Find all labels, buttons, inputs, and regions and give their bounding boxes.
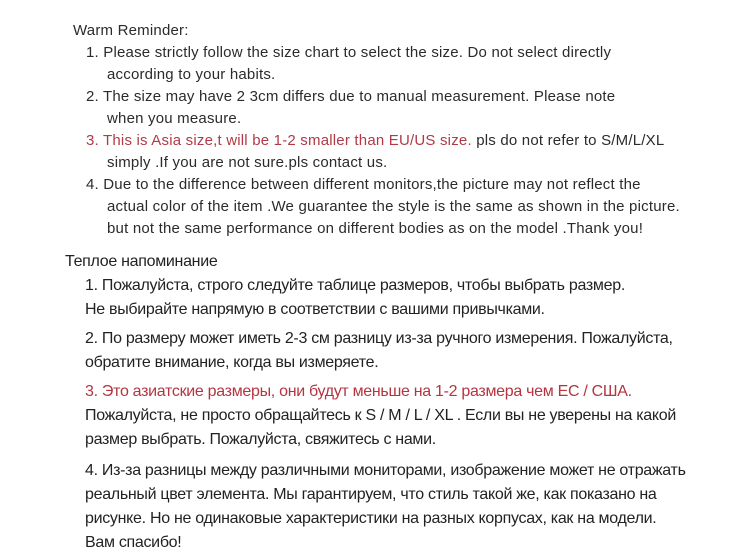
russian-item-4-line-3: рисунке. Но не одинаковые характеристики на разных корпусах, как на модели. xyxy=(85,510,657,527)
english-item-2-line-2: when you measure. xyxy=(107,110,242,127)
english-item-3-line-1-black-text: pls do not refer to S/M/L/XL xyxy=(471,132,665,149)
russian-item-3-line-2: Пожалуйста, не просто обращайтесь к S / M / L / XL . Если вы не уверены на какой xyxy=(85,407,677,424)
russian-item-2-line-1: 2. По размеру может иметь 2-3 см разницу из-за ручного измерения. Пожалуйста, xyxy=(85,330,673,347)
english-asia-size-warning-red-text: 3. This is Asia size,t will be 1-2 smaller than EU/US size. xyxy=(86,132,472,149)
english-item-4 xyxy=(0,174,750,240)
english-item-2-line-1: 2. The size may have 2 3cm differs due to manual measurement. Please note xyxy=(86,88,616,105)
russian-item-1 xyxy=(85,274,750,322)
english-item-4-line-1: 4. Due to the difference between different monitors,the picture may not reflect the xyxy=(86,176,641,193)
russian-item-3-line-3: размер выбрать. Пожалуйста, свяжитесь с нами. xyxy=(85,431,436,448)
english-item-4-line-2: actual color of the item .We guarantee the style is the same as shown in the picture. xyxy=(107,198,680,215)
russian-item-4-line-4: Вам спасибо! xyxy=(85,534,182,551)
english-item-1-line-2: according to your habits. xyxy=(107,66,276,83)
russian-item-4 xyxy=(85,459,750,555)
english-item-2 xyxy=(0,86,750,130)
russian-item-4-line-1: 4. Из-за разницы между различными мониторами, изображение может не отражать xyxy=(85,462,686,479)
english-item-3-line-2: simply .If you are not sure.pls contact us. xyxy=(107,154,388,171)
russian-item-1-line-1: 1. Пожалуйста, строго следуйте таблице размеров, чтобы выбрать размер. xyxy=(85,277,625,294)
english-reminder-section xyxy=(0,20,750,240)
russian-reminder-section xyxy=(0,250,750,555)
russian-item-3 xyxy=(85,380,750,452)
russian-asia-size-warning-red-text: 3. Это азиатские размеры, они будут меньше на 1-2 размера чем ЕС / США. xyxy=(85,383,632,400)
english-section-title: Warm Reminder: xyxy=(73,22,189,39)
english-item-3-line-1 xyxy=(86,130,750,152)
english-item-3 xyxy=(0,130,750,174)
english-item-1 xyxy=(0,42,750,86)
russian-item-2-line-2: обратите внимание, когда вы измеряете. xyxy=(85,354,379,371)
russian-item-4-line-2: реальный цвет элемента. Мы гарантируем, что стиль такой же, как показано на xyxy=(85,486,657,503)
english-item-1-line-1: 1. Please strictly follow the size chart to select the size. Do not select directly xyxy=(86,44,612,61)
russian-item-2 xyxy=(85,327,750,375)
russian-item-1-line-2: Не выбирайте напрямую в соответствии с вашими привычками. xyxy=(85,301,545,318)
english-item-4-line-3: but not the same performance on different bodies as on the model .Thank you! xyxy=(107,220,644,237)
russian-section-title: Теплое напоминание xyxy=(65,253,218,270)
